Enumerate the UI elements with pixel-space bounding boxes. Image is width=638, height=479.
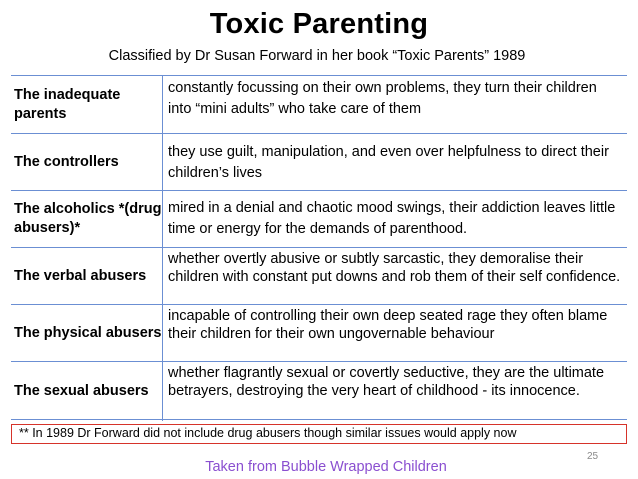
parent-type-cell: The physical abusers [11,305,163,361]
table-row [11,133,627,190]
toxic-parent-types-table [11,75,627,420]
description-cell: they use guilt, manipulation, and even over helpfulness to direct their children’s lives [168,144,609,181]
page-number: 25 [587,451,599,462]
slide-subtitle: Classified by Dr Susan Forward in her book “Toxic Parents” 1989 [108,48,526,64]
slide-title: Toxic Parenting [209,8,429,40]
parent-type-cell: The alcoholics *(drug abusers)* [11,191,163,247]
description-cell: whether overtly abusive or subtly sarcastic, they demoralise their children with constant put downs and rob them of their self confidence. [168,251,621,285]
description-cell: incapable of controlling their own deep seated rage they often blame their children for their own ungovernable behaviour [168,308,608,342]
parent-type-cell: The inadequate parents [11,76,163,133]
source-credit: Taken from Bubble Wrapped Children [205,459,447,475]
parent-type-cell: The controllers [11,134,163,190]
table-row [11,76,627,133]
description-cell: mired in a denial and chaotic mood swings, their addiction leaves little time or energy for the demands of parenthood. [168,200,616,237]
table-row [11,247,627,304]
description-cell: whether flagrantly sexual or covertly seductive, they are the ultimate betrayers, destroying the very heart of childhood - its innocence. [168,365,605,399]
description-cell: constantly focussing on their own problems, they turn their children into “mini adults” who take care of them [168,80,597,117]
parent-type-cell: The verbal abusers [11,248,163,304]
table-row [11,190,627,247]
parent-type-cell: The sexual abusers [11,362,163,421]
table-row [11,361,627,421]
footnote-box: ** In 1989 Dr Forward did not include drug abusers though similar issues would apply now [11,424,627,444]
table-row [11,304,627,361]
